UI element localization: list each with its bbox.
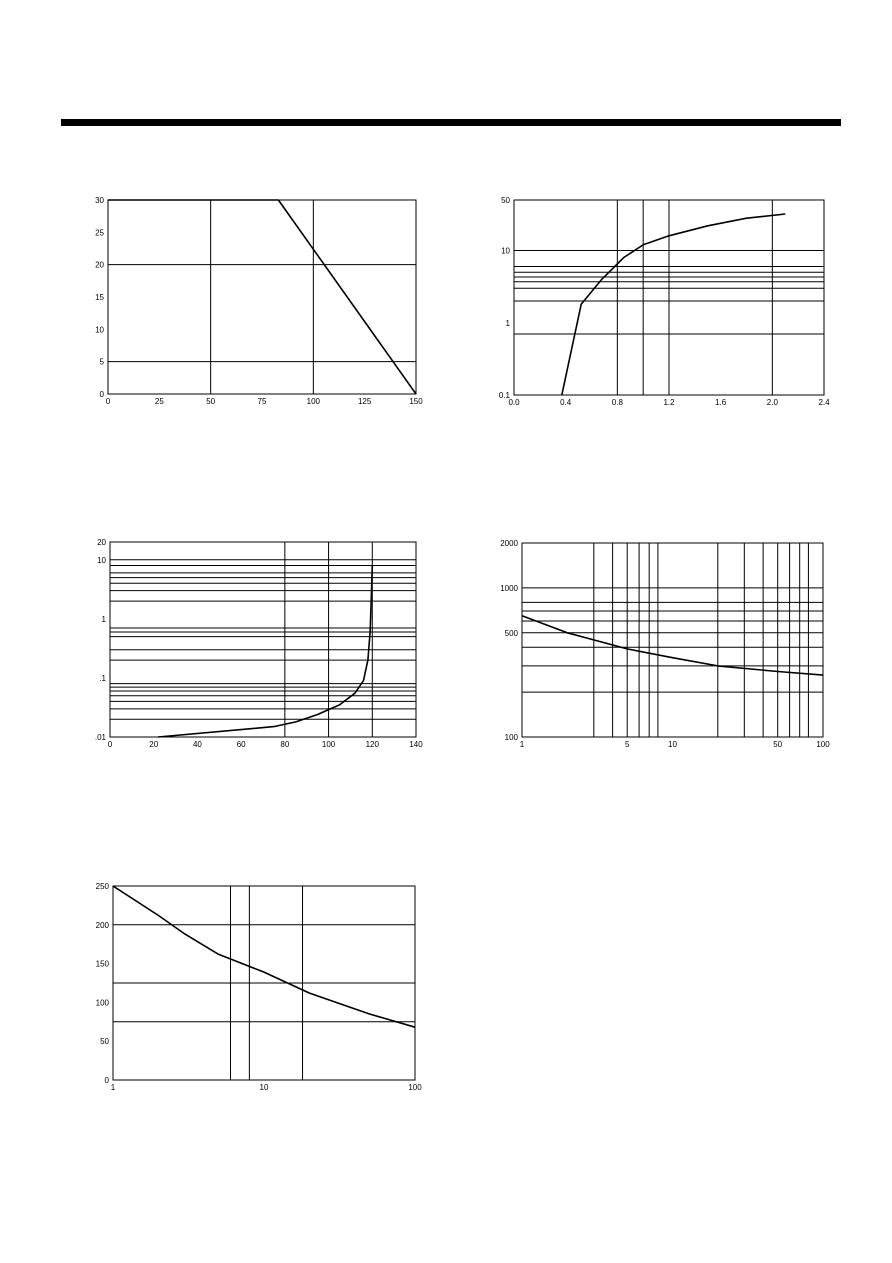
x-tick-label: 0.4 xyxy=(560,398,572,407)
x-tick-label: 1.6 xyxy=(715,398,727,407)
y-tick-label: 1 xyxy=(101,614,106,624)
chart-3 xyxy=(80,532,430,754)
y-tick-label: 1 xyxy=(505,318,510,328)
series-line xyxy=(113,886,415,1027)
y-tick-label: 50 xyxy=(501,196,510,205)
x-tick-label: 125 xyxy=(357,397,372,406)
chart-5 xyxy=(80,876,430,1098)
x-tick-label: 1.2 xyxy=(663,398,675,407)
header-rule xyxy=(61,119,841,126)
y-tick-label: 150 xyxy=(95,959,109,969)
x-tick-label: 10 xyxy=(668,740,677,749)
x-tick-label: 100 xyxy=(321,740,336,749)
y-tick-label: .01 xyxy=(94,733,106,742)
series-line xyxy=(108,200,416,394)
y-tick-label: 0 xyxy=(99,390,104,399)
x-tick-label: 1 xyxy=(519,740,525,749)
y-tick-label: 25 xyxy=(95,228,104,238)
x-tick-label: 60 xyxy=(236,740,246,749)
y-tick-label: 0 xyxy=(104,1076,109,1085)
x-tick-label: 0 xyxy=(107,740,113,749)
y-tick-label: 2000 xyxy=(500,539,518,548)
y-tick-label: 10 xyxy=(95,325,104,335)
y-tick-label: 0.1 xyxy=(498,391,510,400)
chart-1 xyxy=(80,188,430,410)
x-tick-label: 2.0 xyxy=(766,398,778,407)
chart-2 xyxy=(488,188,838,410)
x-tick-label: 0.0 xyxy=(508,398,520,407)
x-tick-label: 10 xyxy=(259,1083,269,1092)
x-tick-label: 100 xyxy=(816,740,830,749)
y-tick-label: 10 xyxy=(501,246,510,256)
y-tick-label: 5 xyxy=(99,357,104,367)
series-line xyxy=(158,566,372,738)
x-tick-label: 20 xyxy=(149,740,159,749)
y-tick-label: 30 xyxy=(95,196,104,205)
y-tick-label: 100 xyxy=(504,733,518,742)
x-tick-label: 100 xyxy=(408,1083,422,1092)
plot-frame xyxy=(108,200,416,394)
y-tick-label: 10 xyxy=(97,555,106,565)
x-tick-label: 75 xyxy=(257,397,267,406)
y-tick-label: 100 xyxy=(95,998,109,1008)
x-tick-label: 150 xyxy=(409,397,423,406)
series-line xyxy=(562,214,786,395)
y-tick-label: 50 xyxy=(100,1037,109,1047)
x-tick-label: 0.8 xyxy=(611,398,623,407)
x-tick-label: 2.4 xyxy=(818,398,830,407)
y-tick-label: 20 xyxy=(97,538,106,547)
x-tick-label: 1 xyxy=(110,1083,116,1092)
x-tick-label: 5 xyxy=(624,740,630,749)
chart-4 xyxy=(488,532,838,754)
x-tick-label: 25 xyxy=(154,397,164,406)
x-tick-label: 140 xyxy=(409,740,423,749)
y-tick-label: 500 xyxy=(504,628,518,638)
x-tick-label: 50 xyxy=(206,397,216,406)
x-tick-label: 0 xyxy=(105,397,111,406)
y-tick-label: 15 xyxy=(95,293,104,302)
x-tick-label: 50 xyxy=(773,740,783,749)
y-tick-label: 250 xyxy=(95,882,109,891)
y-tick-label: 20 xyxy=(95,260,104,270)
x-tick-label: 100 xyxy=(306,397,321,406)
y-tick-label: 1000 xyxy=(500,583,518,593)
x-tick-label: 40 xyxy=(192,740,202,749)
x-tick-label: 120 xyxy=(365,740,379,749)
y-tick-label: 200 xyxy=(95,920,109,930)
x-tick-label: 80 xyxy=(280,740,290,749)
y-tick-label: .1 xyxy=(99,673,106,683)
